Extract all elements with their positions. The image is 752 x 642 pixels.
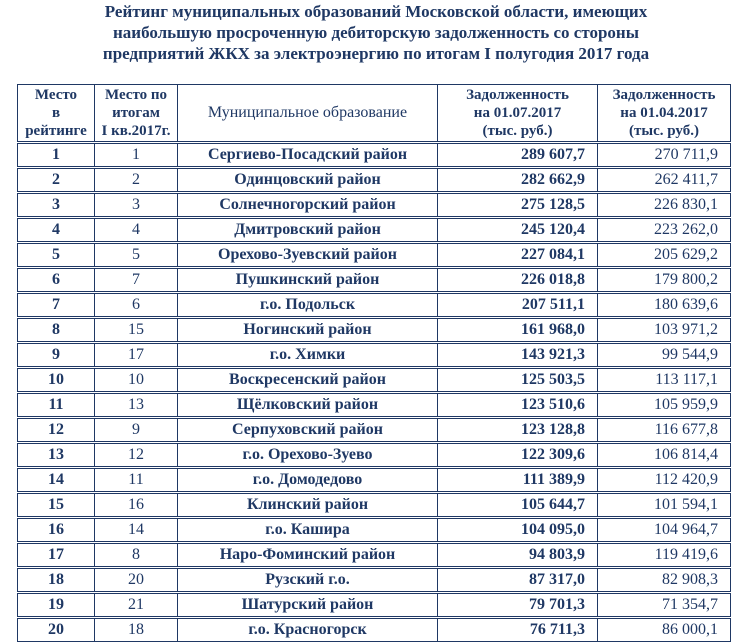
- rank-cell: 12: [18, 418, 95, 443]
- municipality-cell: г.о. Домодедово: [178, 468, 438, 493]
- debt-jul-cell: 289 607,7: [438, 143, 598, 168]
- rank-cell: 18: [18, 568, 95, 593]
- rank-cell: 14: [18, 468, 95, 493]
- debt-apr-cell: 104 964,7: [598, 518, 731, 543]
- municipality-cell: г.о. Кашира: [178, 518, 438, 543]
- rating-table: [17, 84, 731, 642]
- prev-rank-cell: 3: [95, 193, 178, 218]
- municipality-cell: Солнечногорский район: [178, 193, 438, 218]
- table-row: [18, 493, 731, 518]
- debt-jul-cell: 104 095,0: [438, 518, 598, 543]
- municipality-cell: Шатурский район: [178, 593, 438, 618]
- table-row: [18, 293, 731, 318]
- debt-jul-cell: 123 510,6: [438, 393, 598, 418]
- header-debt-jul-line: Задолженность: [466, 87, 569, 103]
- prev-rank-cell: 15: [95, 318, 178, 343]
- prev-rank-cell: 17: [95, 343, 178, 368]
- rank-cell: 4: [18, 218, 95, 243]
- prev-rank-cell: 10: [95, 368, 178, 393]
- debt-apr-cell: 179 800,2: [598, 268, 731, 293]
- header-debt-apr: [598, 85, 731, 143]
- prev-rank-cell: 5: [95, 243, 178, 268]
- table-header-row: [18, 85, 731, 143]
- rank-cell: 16: [18, 518, 95, 543]
- debt-jul-cell: 226 018,8: [438, 268, 598, 293]
- prev-rank-cell: 20: [95, 568, 178, 593]
- table-row: [18, 268, 731, 293]
- debt-apr-cell: 270 711,9: [598, 143, 731, 168]
- debt-jul-cell: 79 701,3: [438, 593, 598, 618]
- municipality-cell: Орехово-Зуевский район: [178, 243, 438, 268]
- prev-rank-cell: 11: [95, 468, 178, 493]
- rank-cell: 3: [18, 193, 95, 218]
- debt-jul-cell: 122 309,6: [438, 443, 598, 468]
- municipality-cell: Одинцовский район: [178, 168, 438, 193]
- debt-jul-cell: 227 084,1: [438, 243, 598, 268]
- table-row: [18, 393, 731, 418]
- header-prev-line: итогам: [112, 105, 160, 121]
- debt-jul-cell: 143 921,3: [438, 343, 598, 368]
- header-rank-line: рейтинге: [25, 123, 87, 139]
- debt-jul-cell: 111 389,9: [438, 468, 598, 493]
- debt-jul-cell: 282 662,9: [438, 168, 598, 193]
- debt-jul-cell: 87 317,0: [438, 568, 598, 593]
- table-row: [18, 368, 731, 393]
- prev-rank-cell: 18: [95, 618, 178, 642]
- debt-apr-cell: 226 830,1: [598, 193, 731, 218]
- municipality-cell: г.о. Подольск: [178, 293, 438, 318]
- debt-apr-cell: 112 420,9: [598, 468, 731, 493]
- header-debt-jul-line: на 01.07.2017: [473, 105, 562, 121]
- title-line-3: предприятий ЖКХ за электроэнергию по итогам I полугодия 2017 года: [102, 44, 650, 63]
- rank-cell: 1: [18, 143, 95, 168]
- prev-rank-cell: 4: [95, 218, 178, 243]
- prev-rank-cell: 14: [95, 518, 178, 543]
- header-name: Муниципальное образование: [178, 85, 438, 143]
- municipality-cell: Сергиево-Посадский район: [178, 143, 438, 168]
- debt-apr-cell: 99 544,9: [598, 343, 731, 368]
- prev-rank-cell: 1: [95, 143, 178, 168]
- debt-apr-cell: 105 959,9: [598, 393, 731, 418]
- debt-jul-cell: 94 803,9: [438, 543, 598, 568]
- debt-apr-cell: 103 971,2: [598, 318, 731, 343]
- debt-jul-cell: 275 128,5: [438, 193, 598, 218]
- debt-apr-cell: 82 908,3: [598, 568, 731, 593]
- rank-cell: 20: [18, 618, 95, 642]
- prev-rank-cell: 9: [95, 418, 178, 443]
- debt-jul-cell: 105 644,7: [438, 493, 598, 518]
- municipality-cell: г.о. Химки: [178, 343, 438, 368]
- report-title: [0, 0, 752, 64]
- rank-cell: 6: [18, 268, 95, 293]
- municipality-cell: г.о. Орехово-Зуево: [178, 443, 438, 468]
- municipality-cell: Ногинский район: [178, 318, 438, 343]
- municipality-cell: Дмитровский район: [178, 218, 438, 243]
- table-row: [18, 543, 731, 568]
- debt-apr-cell: 116 677,8: [598, 418, 731, 443]
- debt-apr-cell: 113 117,1: [598, 368, 731, 393]
- debt-apr-cell: 71 354,7: [598, 593, 731, 618]
- rank-cell: 9: [18, 343, 95, 368]
- prev-rank-cell: 12: [95, 443, 178, 468]
- debt-apr-cell: 205 629,2: [598, 243, 731, 268]
- prev-rank-cell: 7: [95, 268, 178, 293]
- municipality-cell: Наро-Фоминский район: [178, 543, 438, 568]
- municipality-cell: Серпуховский район: [178, 418, 438, 443]
- header-prev: [95, 85, 178, 143]
- rank-cell: 10: [18, 368, 95, 393]
- rank-cell: 19: [18, 593, 95, 618]
- prev-rank-cell: 21: [95, 593, 178, 618]
- table-body: [18, 143, 731, 642]
- table-row: [18, 593, 731, 618]
- rank-cell: 15: [18, 493, 95, 518]
- prev-rank-cell: 2: [95, 168, 178, 193]
- header-rank-line: в: [51, 105, 61, 121]
- table-row: [18, 518, 731, 543]
- prev-rank-cell: 16: [95, 493, 178, 518]
- header-rank-line: Место: [34, 87, 78, 103]
- header-prev-line: Место по: [104, 87, 168, 103]
- prev-rank-cell: 13: [95, 393, 178, 418]
- table-row: [18, 168, 731, 193]
- rank-cell: 5: [18, 243, 95, 268]
- municipality-cell: г.о. Красногорск: [178, 618, 438, 642]
- municipality-cell: Клинский район: [178, 493, 438, 518]
- debt-apr-cell: 106 814,4: [598, 443, 731, 468]
- debt-apr-cell: 86 000,1: [598, 618, 731, 642]
- debt-jul-cell: 207 511,1: [438, 293, 598, 318]
- table-row: [18, 243, 731, 268]
- debt-jul-cell: 76 711,3: [438, 618, 598, 642]
- debt-jul-cell: 161 968,0: [438, 318, 598, 343]
- header-debt-apr-line: на 01.04.2017: [620, 105, 708, 121]
- rank-cell: 17: [18, 543, 95, 568]
- rank-cell: 8: [18, 318, 95, 343]
- table-row: [18, 568, 731, 593]
- header-debt-jul-line: (тыс. руб.): [482, 123, 553, 139]
- title-line-2: наибольшую просроченную дебиторскую задолженность со стороны: [112, 23, 639, 42]
- table-row: [18, 418, 731, 443]
- rank-cell: 7: [18, 293, 95, 318]
- debt-apr-cell: 180 639,6: [598, 293, 731, 318]
- prev-rank-cell: 6: [95, 293, 178, 318]
- debt-apr-cell: 223 262,0: [598, 218, 731, 243]
- debt-jul-cell: 125 503,5: [438, 368, 598, 393]
- municipality-cell: Щёлковский район: [178, 393, 438, 418]
- header-prev-line: I кв.2017г.: [101, 123, 171, 139]
- table-row: [18, 318, 731, 343]
- header-rank: [18, 85, 95, 143]
- header-debt-apr-line: (тыс. руб.): [629, 123, 699, 139]
- rank-cell: 2: [18, 168, 95, 193]
- table-row: [18, 343, 731, 368]
- header-debt-apr-line: Задолженность: [612, 87, 716, 103]
- rank-cell: 13: [18, 443, 95, 468]
- table-row: [18, 618, 731, 642]
- title-line-1: Рейтинг муниципальных образований Московской области, имеющих: [104, 2, 648, 21]
- debt-apr-cell: 101 594,1: [598, 493, 731, 518]
- header-debt-jul: [438, 85, 598, 143]
- table-row: [18, 218, 731, 243]
- debt-apr-cell: 262 411,7: [598, 168, 731, 193]
- debt-apr-cell: 119 419,6: [598, 543, 731, 568]
- municipality-cell: Воскресенский район: [178, 368, 438, 393]
- debt-jul-cell: 245 120,4: [438, 218, 598, 243]
- table-row: [18, 143, 731, 168]
- table-row: [18, 443, 731, 468]
- prev-rank-cell: 8: [95, 543, 178, 568]
- debt-jul-cell: 123 128,8: [438, 418, 598, 443]
- rank-cell: 11: [18, 393, 95, 418]
- table-row: [18, 468, 731, 493]
- municipality-cell: Пушкинский район: [178, 268, 438, 293]
- municipality-cell: Рузский г.о.: [178, 568, 438, 593]
- table-row: [18, 193, 731, 218]
